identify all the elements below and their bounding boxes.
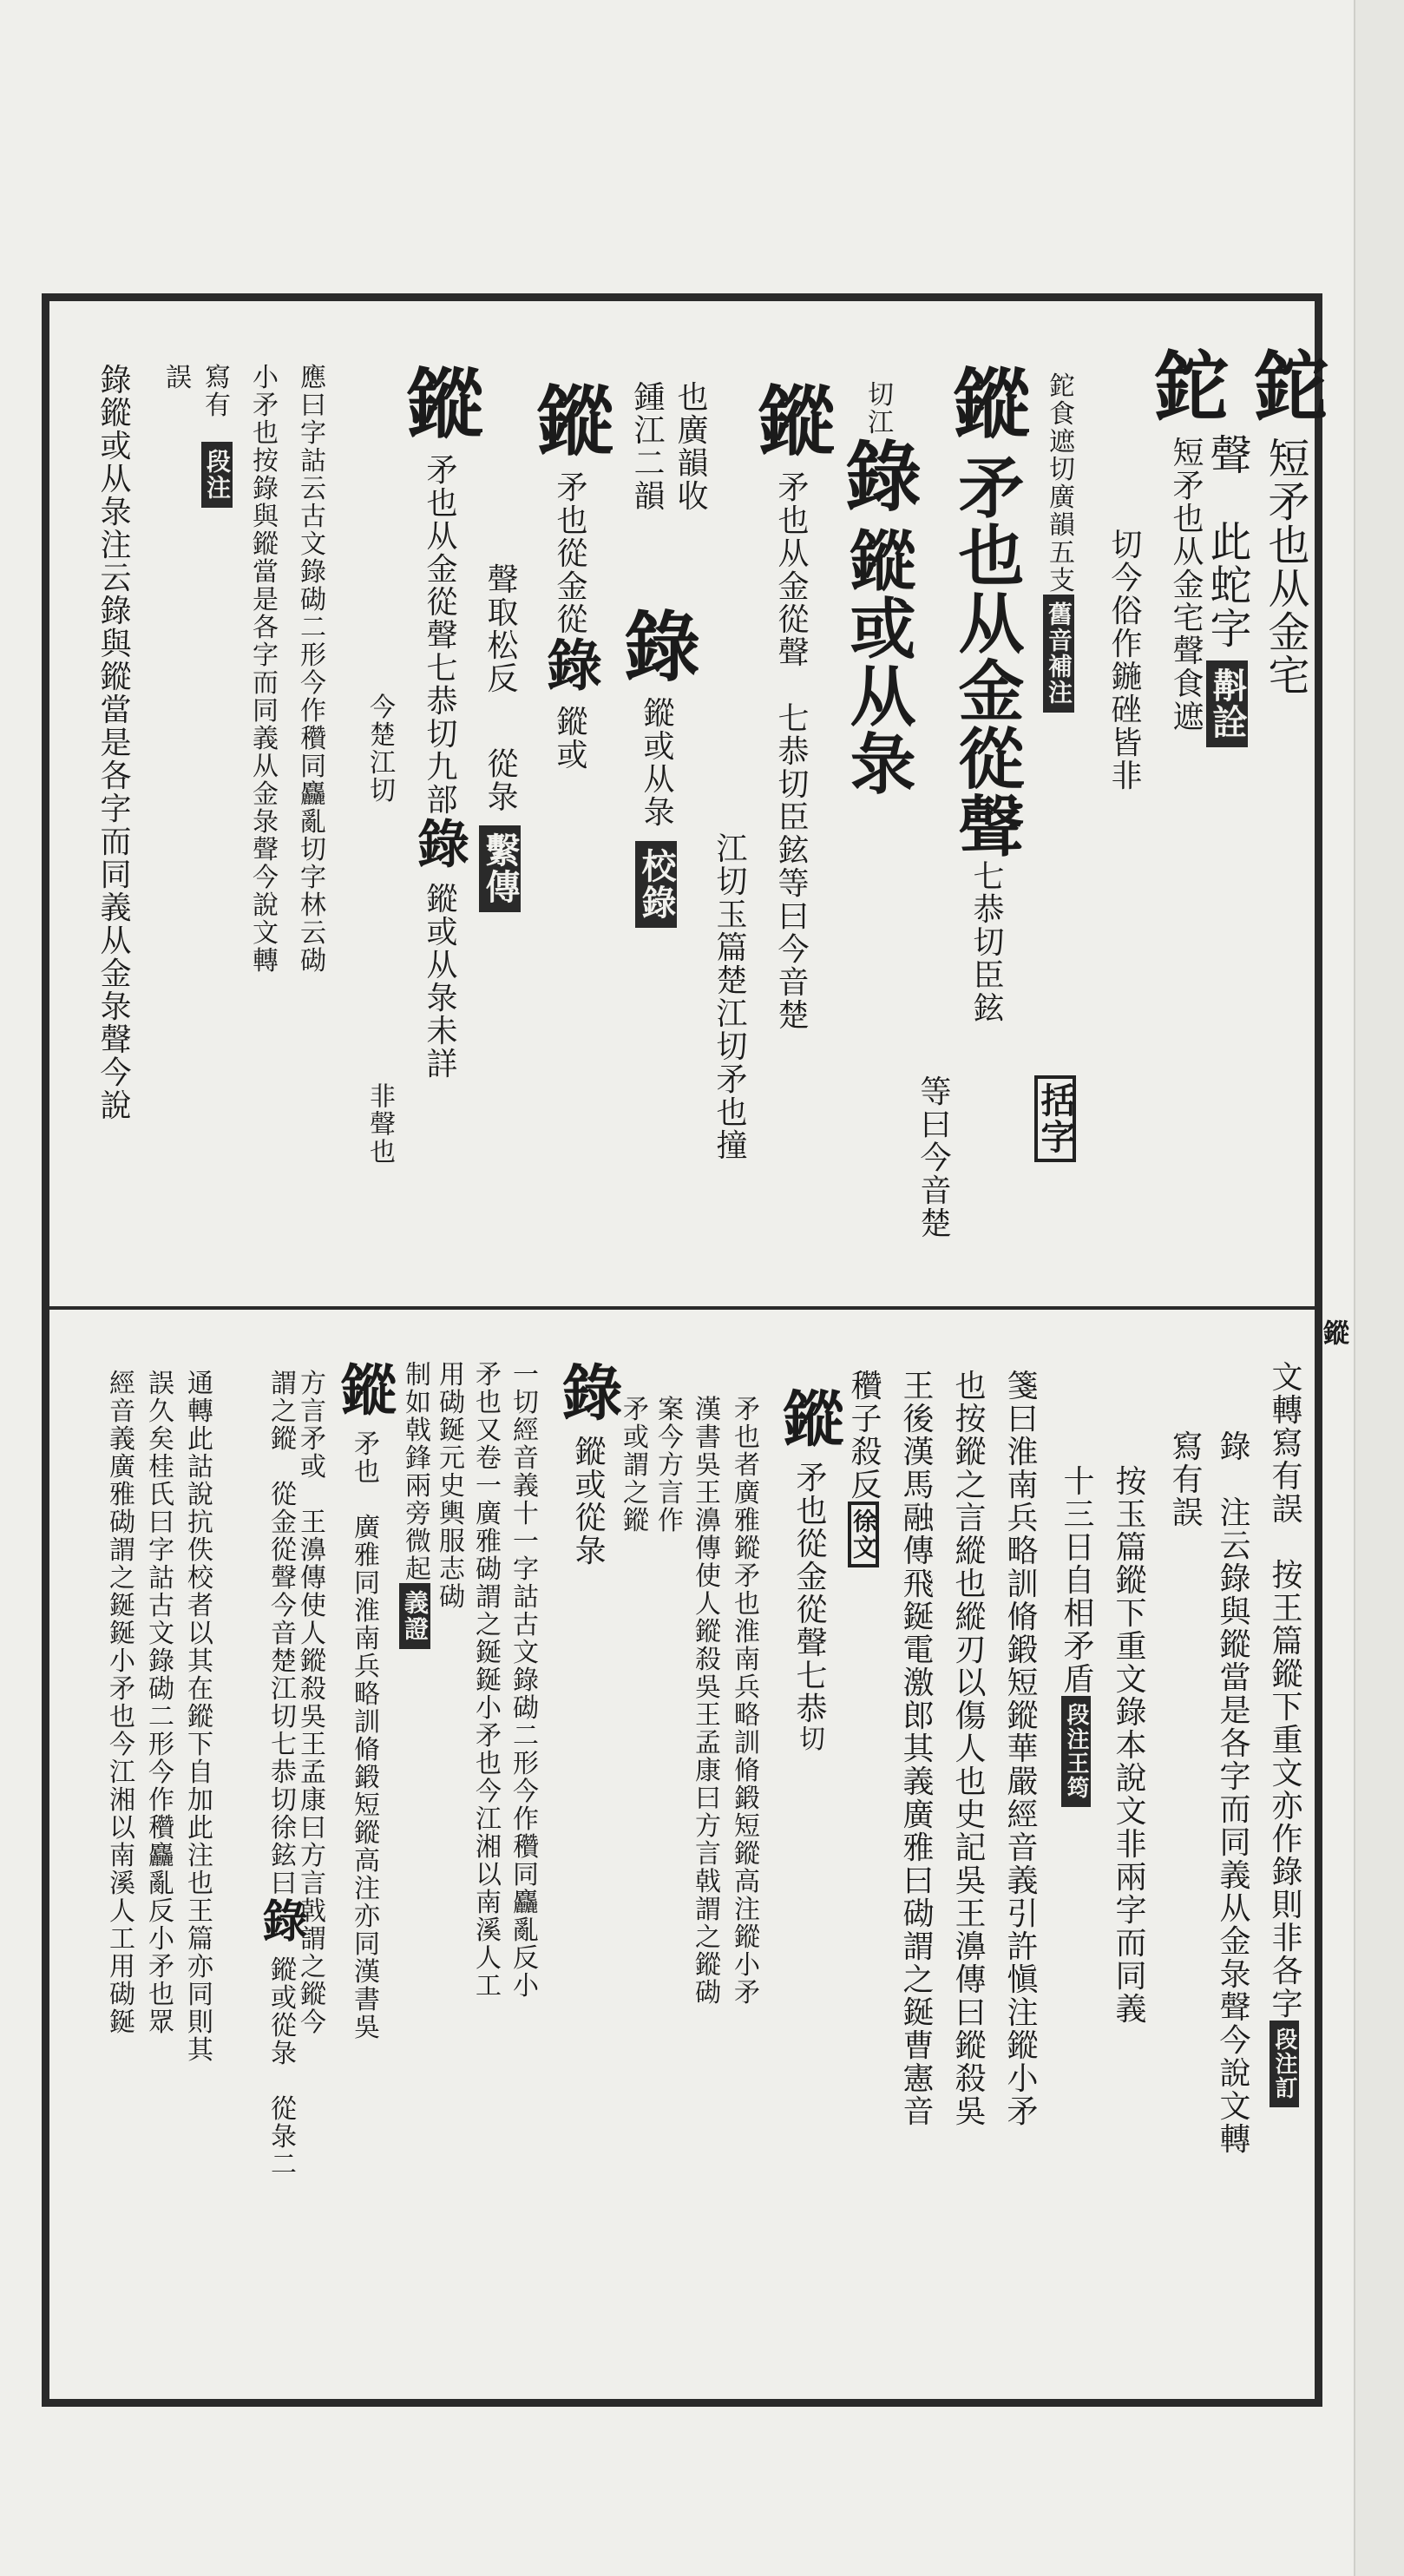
column-text: 王後漢馬融傳飛鋋電激郎其義廣雅曰䂶謂之鋋曹憲音 [898,1369,934,2128]
column [352,656,406,1166]
seal-character: 錄 [537,635,601,693]
column-text: 矛也從金從聲七恭 [791,1461,827,1725]
column-text: 應曰字詁云古文錄䂶二形今作穳同麤亂切字林云䂶 [295,363,325,975]
column-text: 寫有誤 [1167,1429,1203,1529]
column-text: 切 [794,1725,824,1753]
seal-character: 錄 [612,606,701,685]
column-text: 錄 注云錄與鏦當是各字而同義从金彔聲今說文轉 [1215,1429,1250,2156]
column-text: 方言矛或 王濞傳使人鏦殺吳王孟康曰方言戟謂之鏦今 [295,1369,325,2036]
column [1020,1038,1090,1171]
column-text: 江切玉篇楚江切矛也撞 [712,831,747,1162]
heading-xu-wen: 徐文 [848,1502,879,1567]
column [764,1350,853,1753]
column-text: 等曰今音楚 [915,1074,951,1240]
column [1046,1428,1105,1816]
column-text: 七恭切臣鉉 [968,859,1004,1025]
seal-character: 鏦 [773,1386,844,1449]
column-text: 鍾江二韻 [629,380,665,513]
heading-ji-quan: 斠詮 [1206,660,1248,747]
column-text: 經音義廣雅䂶謂之鋋鋋小矛也今江湘以南溪人工用䂶鋋 [104,1369,134,2036]
column-text: 鏦或从彔 [639,696,674,829]
column-text: 非聲也 [364,1081,395,1166]
side-tag: 鏦 [1318,1319,1348,1345]
column-text: 鏦或從彔 從彔二 [266,1955,296,2178]
column-text: 通轉此詁說抗佚校者以其在鏦下自加此注也王篇亦同則其 [182,1369,213,2064]
column-text: 謂之鏦 從金從聲今音楚江切七恭切徐鉉曰 [266,1369,296,1897]
seal-character: 鏦 [746,380,836,459]
column [1155,1393,1214,1529]
column [903,1038,962,1240]
column [938,1332,997,2128]
column-text: 矛也又卷一廣雅䂶謂之鋋鋋小矛也今江湘以南溪人工 [470,1360,501,2000]
column-text: 誤 [161,363,191,391]
column-text: 小矛也按錄與鏦當是各字而同義从金彔聲今說文轉 [247,363,278,975]
column-text: 箋曰淮南兵略訓脩鍛短鏦華嚴經音義引許愼注鏦小矛 [1002,1369,1038,2128]
heading-duan-zhu-ding: 段注訂 [1270,2021,1299,2107]
column-text: 誤久矣桂氏曰字詁古文錄䂶二形今作穳麤亂反小矛也眾 [143,1369,174,2036]
column-text: 矛或謂之鏦 [618,1395,648,1534]
heading-duan-zhu: 段注 [201,442,233,508]
column-text: 切今俗作鍦䂳皆非 [1106,528,1142,792]
column [187,404,246,516]
heading-xi-zhuan: 繫傳 [479,825,521,912]
column-text: 矛也 廣雅同淮南兵略訓脩鍛短鏦高注亦同漢書吳 [349,1429,379,2041]
column-text: 切江 [863,380,893,437]
column [148,326,202,391]
column [934,326,1038,1025]
column-text: 案今方言作 [653,1395,683,1534]
column [283,326,337,975]
column-text: 按玉篇鏦下重文錄本說文非兩字而同義 [1111,1464,1146,2026]
column-text: 錄鏦或从彔注云錄與鏦當是各字而同義从金彔聲今說 [95,363,131,1122]
column-text: 從彔 [482,746,518,813]
column [1255,1324,1314,2116]
seal-character: 錄 [552,1360,623,1423]
lower-section [57,1315,1307,2398]
column [617,344,676,513]
column-text: 十三日自相矛盾 [1059,1464,1094,1696]
seal-character: 錄 [833,436,922,515]
column-text: 矛也從金從 [552,470,587,636]
heading-duan-zhu-wang-jun: 段注王筠 [1061,1696,1091,1807]
seal-character: 鉈 [1141,345,1230,424]
column-text: 鏦或 [552,705,587,772]
seal-character: 鉈 [1241,345,1330,424]
column [1099,1428,1158,2026]
seal-character: 錄 [254,1896,306,1944]
column [92,1332,146,2036]
seal-character: 鏦 [941,363,1031,442]
column-text: 短矛也从金宅 [1261,436,1309,697]
column-text: 鏦或从彔 [839,526,916,798]
column [244,1332,317,2178]
column-text: 聲 此蛇字 [1203,432,1251,650]
heading-yi-zheng: 義證 [399,1583,430,1649]
column [990,1332,1049,2128]
column [1094,491,1153,792]
column [543,1324,632,1567]
page-margin [1354,0,1404,2576]
heading-jiu-yin-bu-zhu: 舊音補注 [1043,595,1074,713]
column [1029,335,1088,721]
column-text: 鏦或從彔 [570,1435,606,1567]
column-text: 矛也从金從聲 [948,453,1025,860]
column-text: 用䂶鋋元史輿服志䂶 [434,1360,464,1611]
column-text: 今楚江切 [364,693,395,805]
column-text: 寫有 [200,363,230,419]
column [83,326,142,1122]
section-divider [49,1306,1315,1310]
column-text: 鉈食遮切廣韻五支 [1044,371,1074,595]
seal-character: 鏦 [525,380,614,459]
column-text: 矛也从金從聲七恭切九部 [422,453,457,817]
column-text: 一切經音義十一字詁古文錄䂶二形今作穳同麤亂反小 [508,1360,538,2000]
column-text: 也廣韻收 [672,380,708,513]
column [886,1332,945,2128]
column-text: 聲取松反 [482,562,518,695]
seal-character: 錄 [409,816,469,871]
heading-jiao-lu: 校錄 [635,841,677,928]
seal-character: 鏦 [331,1360,396,1418]
column-text: 矛也者廣雅鏦矛也淮南兵略訓脩鍛短鏦高注鏦小矛 [729,1395,759,2007]
column-text: 文轉寫有誤 按王篇鏦下重文亦作錄則非各字 [1267,1360,1302,2021]
seal-character: 鏦 [395,363,484,442]
column [699,795,758,1162]
column-text: 鏦或从彔未詳 [422,882,457,1081]
column-text: 制如戟鋒兩旁微起 [400,1360,430,1583]
column-text: 也按鏦之言縱也縱刃以傷人也史記吳王濞傳曰鏦殺吳 [950,1369,986,2128]
upper-section [57,309,1330,1298]
column-text: 漢書吳王濞傳使人鏦殺吳王孟康曰方言戟謂之鏦䂶 [690,1395,720,2007]
column-text: 短矛也从金宅聲食遮 [1168,436,1204,733]
column-text: 矛也从金從聲 七恭切臣鉉等曰今音楚 [773,470,809,1032]
column-text: 穳子殺反 [846,1369,882,1502]
heading-kuo-zi: 括字 [1034,1075,1076,1162]
